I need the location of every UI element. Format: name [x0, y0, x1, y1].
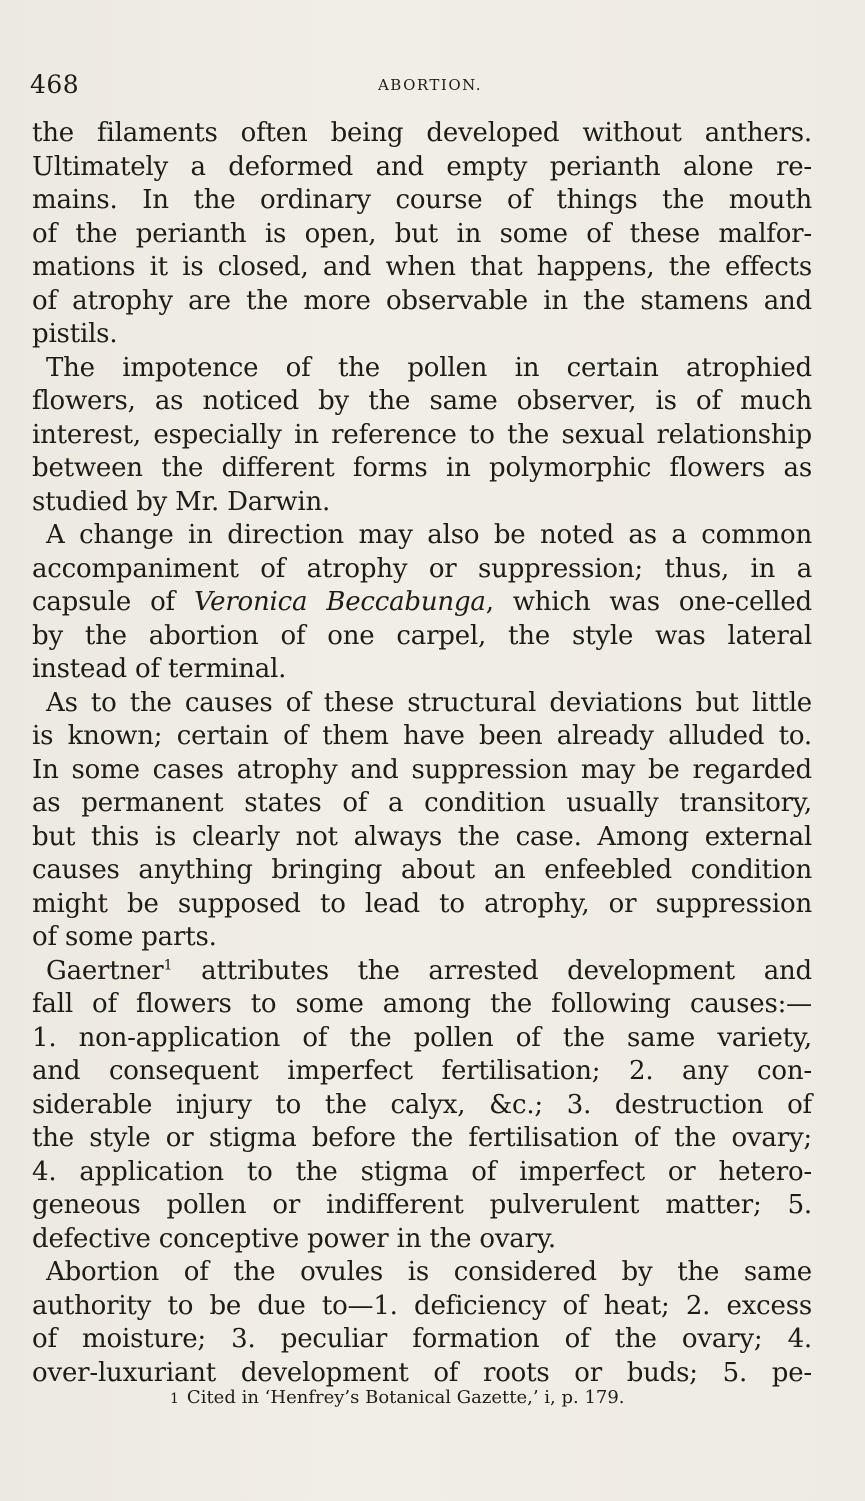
text-line: 4. application to the stigma of imperfect or hetero- — [32, 1156, 812, 1187]
paragraph-first-line: Abortion of the ovules is considered by the same — [46, 1257, 812, 1287]
paragraph-first-line: As to the causes of these structural deviations but little — [46, 687, 812, 718]
text-line: but this is clearly not always the case. Among external — [32, 821, 812, 852]
text-line-end: attributes the arrested development and — [172, 955, 812, 986]
text-line: mations it is closed, and when that happens, the effects — [32, 252, 812, 282]
text-line: of atrophy are the more observable in the stamens and — [32, 285, 812, 316]
text-line: flowers, as noticed by the same observer, is of much — [32, 386, 812, 416]
page-header — [30, 70, 830, 106]
paragraph-first-line — [32, 955, 812, 989]
text-line: siderable injury to the calyx, &c.; 3. destruction of — [32, 1089, 812, 1120]
paragraph-first-line: The impotence of the pollen in certain atrophied — [46, 352, 812, 383]
text-line: fall of flowers to some among the following causes:— — [32, 989, 812, 1019]
text-line: is known; certain of them have been already alluded to. — [32, 721, 812, 751]
page-number: 468 — [30, 70, 80, 99]
text-line: mains. In the ordinary course of things the mouth — [32, 185, 812, 215]
footnote-marker: 1 — [170, 1391, 179, 1407]
text-line: between the different forms in polymorphic flowers as — [32, 453, 812, 483]
text-line: geneous pollen or indifferent pulverulent matter; 5. — [32, 1190, 812, 1220]
text-line: the filaments often being developed without anthers. — [32, 118, 812, 148]
text-line: might be supposed to lead to atrophy, or suppression — [32, 888, 812, 919]
text-line: defective conceptive power in the ovary. — [32, 1223, 556, 1254]
footnote-text: Cited in ‘Henfrey’s Botanical Gazette,’ i, p. 179. — [186, 1387, 625, 1408]
running-head: ABORTION. — [377, 76, 483, 94]
text-line: of moisture; 3. peculiar formation of the ovary; 4. — [32, 1324, 812, 1354]
text-line: of some parts. — [32, 922, 217, 952]
body-text — [32, 117, 812, 1390]
species-name-italic: Veronica Beccabunga — [193, 587, 486, 617]
text-line-start: capsule of — [32, 587, 194, 617]
text-line — [32, 586, 812, 620]
text-line: studied by Mr. Darwin. — [32, 486, 331, 517]
text-line: pistils. — [32, 319, 118, 349]
text-line: In some cases atrophy and suppression may be regarded — [32, 754, 812, 785]
text-line: and consequent imperfect fertilisation; 2. any con- — [32, 1056, 812, 1086]
text-line-end: , which was one-celled — [485, 587, 813, 617]
text-line: authority to be due to—1. deficiency of heat; 2. excess — [32, 1290, 812, 1321]
text-line: the style or stigma before the fertilisation of the ovary; — [32, 1123, 812, 1153]
paragraph-first-line: A change in direction may also be noted as a common — [46, 520, 812, 550]
text-line: over-luxuriant development of roots or buds; 5. pe- — [32, 1357, 812, 1388]
footnote-reference: 1 — [163, 956, 173, 973]
text-line: of the perianth is open, but in some of these malfor- — [32, 218, 812, 249]
text-line: accompaniment of atrophy or suppression; thus, in a — [32, 553, 812, 584]
author-name: Gaertner — [46, 955, 164, 986]
text-line: causes anything bringing about an enfeebled condition — [32, 855, 812, 885]
text-line: as permanent states of a condition usually transitory, — [32, 788, 812, 818]
text-line: interest, especially in reference to the sexual relationship — [32, 419, 812, 450]
footnote — [170, 1387, 625, 1408]
text-line: 1. non-application of the pollen of the same variety, — [32, 1022, 812, 1053]
text-line: by the abortion of one carpel, the style was lateral — [32, 620, 812, 651]
text-line: Ultimately a deformed and empty perianth alone re- — [32, 151, 812, 182]
text-line: instead of terminal. — [32, 654, 287, 684]
